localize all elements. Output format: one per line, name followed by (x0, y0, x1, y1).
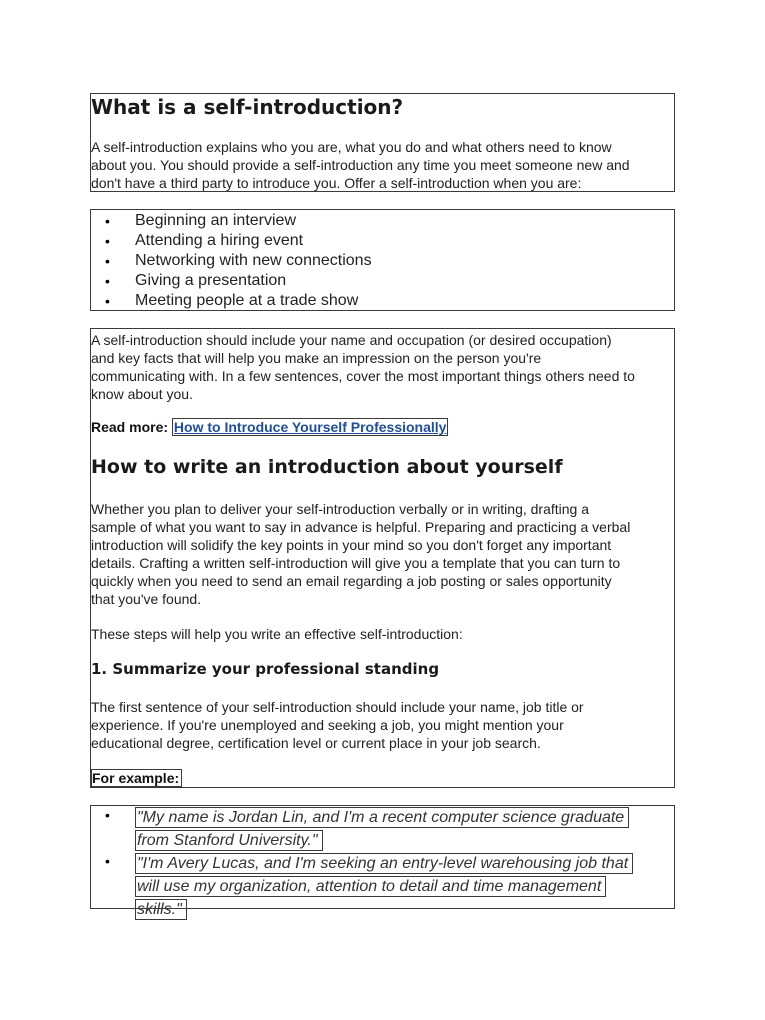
content-paragraph (91, 331, 676, 403)
examples-list (91, 807, 674, 922)
text-line: about you. You should provide a self-introduction any time you meet someone new and (91, 157, 630, 173)
text-line: experience. If you're unemployed and seeking a job, you might mention your (91, 717, 564, 733)
quote-line: will use my organization, attention to detail and time management (135, 876, 606, 897)
text-line: and key facts that will help you make an impression on the person you're (91, 350, 542, 366)
occasions-list-box (90, 209, 675, 311)
text-line: educational degree, certification level or current place in your job search. (91, 735, 541, 751)
text-line: know about you. (91, 386, 193, 402)
examples-box (90, 805, 675, 918)
text-line: details. Crafting a written self-introduction will give you a template that you can turn to (91, 555, 621, 571)
quote-line: "My name is Jordan Lin, and I'm a recent computer science graduate (135, 807, 629, 828)
steps-intro: These steps will help you write an effective self-introduction: (91, 626, 463, 642)
read-more-link[interactable]: How to Introduce Yourself Professionally (173, 419, 447, 435)
text-line: that you've found. (91, 591, 202, 607)
quote-line: from Stanford University." (135, 830, 323, 851)
list-item: • Networking with new connections (91, 251, 674, 271)
text-line: introduction will solidify the key points in your mind so you don't forget any important (91, 537, 612, 553)
content-paragraph (91, 698, 676, 752)
text-line: communicating with. In a few sentences, cover the most important things others need to (91, 368, 635, 384)
list-item (91, 853, 674, 922)
list-item (91, 807, 674, 853)
page-title: What is a self-introduction? (91, 95, 404, 119)
main-section (90, 328, 675, 788)
read-more-label: Read more: (91, 419, 169, 435)
list-item: • Meeting people at a trade show (91, 291, 674, 311)
intro-section (90, 93, 675, 192)
list-item: • Attending a hiring event (91, 231, 674, 251)
example-label (91, 769, 182, 787)
content-paragraph (91, 500, 676, 608)
text-line: A self-introduction should include your name and occupation (or desired occupation) (91, 332, 612, 348)
quote-line: skills." (135, 899, 187, 920)
list-item: • Giving a presentation (91, 271, 674, 291)
text-line: don't have a third party to introduce you. Offer a self-introduction when you are: (91, 175, 582, 191)
read-more (91, 418, 448, 436)
text-line: A self-introduction explains who you are, what you do and what others need to know (91, 139, 612, 155)
example-label-text: For example: (91, 769, 182, 787)
text-line: Whether you plan to deliver your self-introduction verbally or in writing, drafting a (91, 501, 590, 517)
occasions-list (91, 211, 674, 311)
text-line: sample of what you want to say in advance is helpful. Preparing and practicing a verbal (91, 519, 631, 535)
list-item: • Beginning an interview (91, 211, 674, 231)
text-line: quickly when you need to send an email regarding a job posting or sales opportunity (91, 573, 612, 589)
section-heading: How to write an introduction about yourself (91, 456, 563, 478)
intro-paragraph (91, 138, 676, 192)
text-line: The first sentence of your self-introduction should include your name, job title or (91, 699, 584, 715)
step-heading: 1. Summarize your professional standing (91, 660, 440, 678)
quote-line: "I'm Avery Lucas, and I'm seeking an entry-level warehousing job that (135, 853, 633, 874)
